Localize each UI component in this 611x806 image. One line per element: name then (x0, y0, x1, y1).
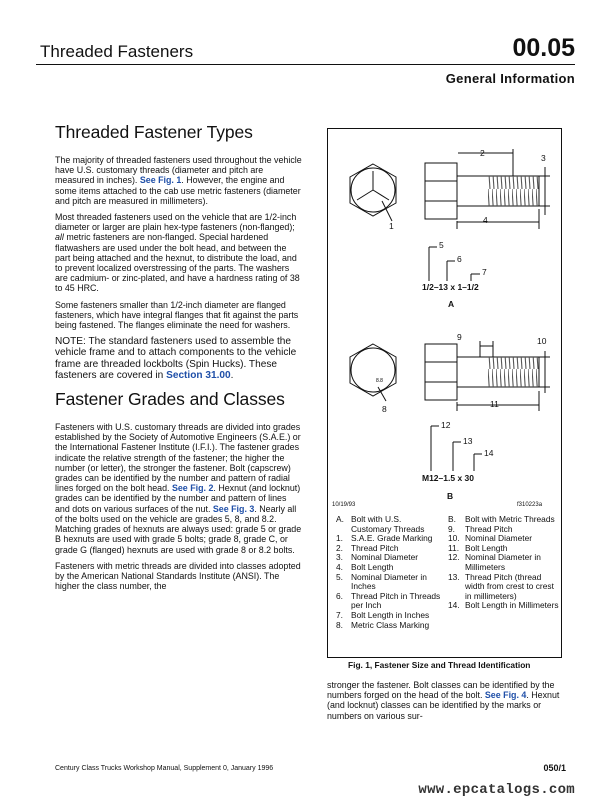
legend-item: 13. Thread Pitch (thread width from crest to crest in millimeters) (448, 571, 554, 601)
legend-item: 6. Thread Pitch in Threads per Inch (336, 590, 441, 611)
paragraph-5: Fasteners with metric threads are divided into classes adopted by the American National Standards Institute (ANSI). The higher the class number, the (55, 560, 301, 592)
heading-grades-classes: Fastener Grades and Classes (55, 389, 285, 410)
legend-item: 9. Thread Pitch (448, 523, 513, 534)
legend-item: A. Bolt with U.S. Customary Threads (336, 514, 425, 534)
metric-class-mark: 8.8 (376, 378, 383, 384)
callout-14: 14 (484, 448, 494, 458)
bolt-a-head-side (425, 163, 457, 219)
heading-fastener-types: Threaded Fastener Types (55, 122, 253, 142)
paragraph-1: The majority of threaded fasteners used throughout the vehicle have U.S. customary threads (diameter and pitch are measured in inches). See Fig. 1. However, the engine and some items attached to the cab use metric fasteners (diameter and pitch are measured in millimeters). (55, 155, 302, 206)
spec-a: 1/2–13 x 1–1/2 (422, 282, 479, 292)
section-number: 00.05 (512, 34, 575, 62)
legend-item: 11. Bolt Length (448, 542, 508, 553)
fig2-link[interactable]: See Fig. 2 (171, 483, 214, 494)
callout-6: 6 (457, 254, 462, 264)
callout-11: 11 (490, 399, 499, 409)
page-number: 050/1 (543, 763, 566, 773)
spec-b: M12–1.5 x 30 (422, 473, 474, 483)
fig1-link[interactable]: See Fig. 1 (139, 175, 182, 186)
right-column-text: stronger the fastener. Bolt classes can be identified by the numbers forged on the head of the bolt. See Fig. 4. Hexnut (and locknut) classes can be identified by the marks or numbers on various sur- (327, 680, 560, 721)
figure-label-a: A (448, 299, 455, 309)
note-paragraph: NOTE: The standard fasteners used to assemble the vehicle frame and to attach components to the vehicle frame are threaded lockbolts (Spin Hucks). These fasteners are covered in Section 31.00. (55, 336, 297, 381)
callout-12: 12 (441, 420, 451, 430)
callout-9: 9 (457, 332, 462, 342)
paragraph-2: Most threaded fasteners used on the vehicle that are 1/2-inch diameter or larger are plain hex-type fasteners (non-flanged); all metric fasteners are non-flanged. Special hardened flatwashers are used under the bolt head, and between the part being attached and the hexnut, to distribute the load, and to prevent localized overstressing of the parts. The washers are cadmium- or zinc-plated, and have a hardness rating of 38 to 45 HRC. (55, 212, 300, 294)
legend-item: 2. Thread Pitch (336, 542, 399, 553)
legend-item: 12. Nominal Diameter in Millimeters (448, 552, 541, 572)
paragraph-3: Some fasteners smaller than 1/2-inch diameter are flanged fasteners, which have integral flanges that fit against the parts being fastened. The flanges eliminate the need for washers. (55, 299, 299, 331)
figure-caption: Fig. 1, Fastener Size and Thread Identification (348, 660, 531, 670)
bolt-b-head-side (425, 344, 457, 400)
callout-10: 10 (537, 336, 547, 346)
legend-item: 7. Bolt Length in Inches (336, 609, 430, 620)
paragraph-4: Fasteners with U.S. customary threads are divided into grades established by the Society of Automotive Engineers (S.A.E.) or the International Fastener Institute (I.F.I.). The fastener grades indicate the relative strength of the fastener; the higher the number (or letter), the stronger the fastener. Bolt (capscrew) grades can be identified by the number and pattern of radial lines forged on the bolt head. See Fig. 2. Hexnut (and locknut) grades can be identified by the number and pattern of lines and dots on various surfaces of the nut. See Fig. 3. Nearly all of the bolts used on the vehicle are grades 5, 8, and 8.2. Matching grades of hexnuts are always used: grade 5 or grade B hexnuts are used with grade 5 bolts; grade 8, grade C, or grade G (flanged) hexnuts are used with grade 8 or 8.2 bolts. (55, 422, 302, 555)
figure-code: f310223a (517, 502, 543, 508)
figure-1-box (327, 128, 562, 658)
legend-left (336, 515, 444, 630)
legend-item: 5. Nominal Diameter in Inches (336, 571, 427, 592)
legend-item: 10. Nominal Diameter (448, 533, 533, 544)
figure-date: 10/19/93 (332, 502, 356, 508)
section-subtitle: General Information (445, 71, 575, 86)
callout-5: 5 (439, 240, 444, 250)
callout-1: 1 (389, 221, 394, 231)
figure-label-b: B (447, 491, 454, 501)
section-31-link[interactable]: Section 31.00 (166, 369, 231, 381)
footer-publication: Century Class Trucks Workshop Manual, Supplement 0, January 1996 (55, 765, 274, 772)
callout-7: 7 (482, 267, 487, 277)
legend-item: 4. Bolt Length (336, 561, 394, 572)
legend-item: B. Bolt with Metric Threads (448, 514, 555, 524)
callout-2: 2 (480, 148, 485, 158)
legend-right (448, 515, 560, 611)
fig3-link[interactable]: See Fig. 3 (212, 503, 255, 514)
legend-item: 8. Metric Class Marking (336, 619, 430, 630)
legend-item: 3. Nominal Diameter (336, 552, 419, 563)
left-column (55, 122, 303, 597)
watermark-url: www.epcatalogs.com (418, 782, 575, 798)
callout-13: 13 (463, 436, 473, 446)
header-rule (36, 64, 575, 65)
section-title: Threaded Fasteners (40, 42, 194, 61)
callout-3: 3 (541, 153, 546, 163)
legend-item: 14. Bolt Length in Millimeters (448, 600, 559, 611)
callout-8: 8 (382, 404, 387, 414)
fig4-link[interactable]: See Fig. 4 (484, 690, 527, 701)
callout-4: 4 (483, 215, 488, 225)
bolt-b-head-end-view (350, 344, 396, 396)
legend-item: 1. S.A.E. Grade Marking (336, 533, 433, 544)
